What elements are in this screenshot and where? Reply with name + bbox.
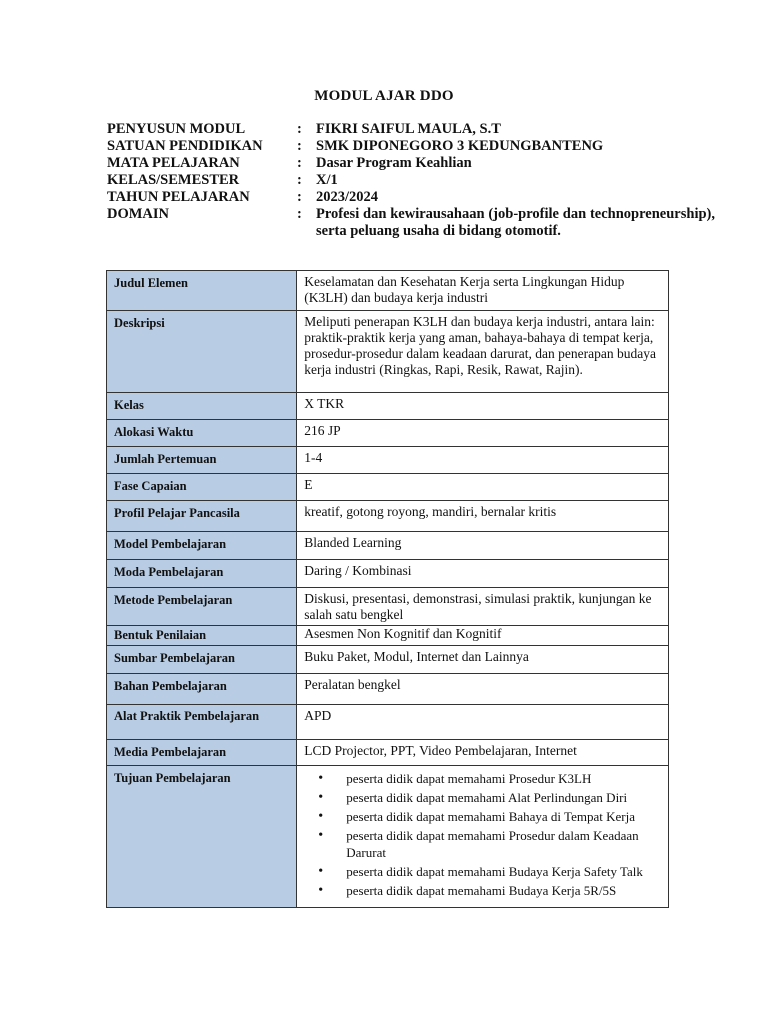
list-item: • peserta didik dapat memahami Alat Perlindungan Diri [332, 789, 662, 806]
table-row [107, 447, 669, 474]
row-label: Model Pembelajaran [107, 532, 297, 560]
table-row-goals [107, 766, 669, 908]
meta-value: SMK DIPONEGORO 3 KEDUNGBANTENG [316, 138, 604, 154]
row-value: kreatif, gotong royong, mandiri, bernalar kritis [297, 501, 669, 532]
row-label: Fase Capaian [107, 474, 297, 501]
meta-label: TAHUN PELAJARAN [107, 189, 250, 205]
row-label: Jumlah Pertemuan [107, 447, 297, 474]
meta-value: Profesi dan kewirausahaan (job-profile dan technopreneurship), serta peluang usaha di bidang otomotif. [316, 206, 715, 239]
meta-block [107, 121, 715, 240]
row-label: Bentuk Penilaian [107, 626, 297, 646]
list-item: • peserta didik dapat memahami Budaya Kerja 5R/5S [332, 882, 662, 899]
goals-list [304, 770, 662, 899]
row-value: X TKR [297, 393, 669, 420]
meta-row-domain [107, 206, 715, 240]
row-label: Judul Elemen [107, 271, 297, 311]
row-label: Metode Pembelajaran [107, 588, 297, 626]
meta-row-mapel [107, 155, 715, 172]
goals-label: Tujuan Pembelajaran [107, 766, 297, 908]
row-value: Peralatan bengkel [297, 674, 669, 705]
meta-colon: : [297, 138, 302, 154]
row-value: 1-4 [297, 447, 669, 474]
row-label: Profil Pelajar Pancasila [107, 501, 297, 532]
meta-colon: : [297, 121, 302, 137]
meta-value: Dasar Program Keahlian [316, 155, 472, 171]
meta-colon: : [297, 189, 302, 205]
row-value: Daring / Kombinasi [297, 560, 669, 588]
meta-label: SATUAN PENDIDIKAN [107, 138, 263, 154]
row-label: Deskripsi [107, 311, 297, 393]
table-row [107, 705, 669, 740]
meta-value: 2023/2024 [316, 189, 379, 205]
table-row [107, 626, 669, 646]
table-row [107, 646, 669, 674]
table-row [107, 474, 669, 501]
row-value: Keselamatan dan Kesehatan Kerja serta Lingkungan Hidup (K3LH) dan budaya kerja industri [297, 271, 669, 311]
list-item: • peserta didik dapat memahami Budaya Kerja Safety Talk [332, 863, 662, 880]
meta-row-satuan [107, 138, 715, 155]
row-value: Buku Paket, Modul, Internet dan Lainnya [297, 646, 669, 674]
list-item: • peserta didik dapat memahami Prosedur K3LH [332, 770, 662, 787]
meta-value: X/1 [316, 172, 338, 188]
meta-colon: : [297, 172, 302, 188]
table-row [107, 271, 669, 311]
meta-row-penyusun [107, 121, 715, 138]
table-row [107, 501, 669, 532]
meta-label: KELAS/SEMESTER [107, 172, 240, 188]
page-title: MODUL AJAR DDO [314, 88, 454, 104]
row-label: Alat Praktik Pembelajaran [107, 705, 297, 740]
row-value: Diskusi, presentasi, demonstrasi, simulasi praktik, kunjungan ke salah satu bengkel [297, 588, 669, 626]
row-label: Alokasi Waktu [107, 420, 297, 447]
row-label: Sumbar Pembelajaran [107, 646, 297, 674]
table-row [107, 532, 669, 560]
table-row [107, 560, 669, 588]
row-label: Media Pembelajaran [107, 740, 297, 766]
row-value: Blanded Learning [297, 532, 669, 560]
meta-row-tahun [107, 189, 715, 206]
goals-value [297, 766, 669, 908]
row-value: 216 JP [297, 420, 669, 447]
row-value: Meliputi penerapan K3LH dan budaya kerja industri, antara lain: praktik-praktik kerja yang aman, bahaya-bahaya di tempat kerja, prosedur-prosedur dalam keadaan darurat, dan penerapan budaya kerja industri (Ringkas, Rapi, Resik, Rawat, Rajin). [297, 311, 669, 393]
row-label: Kelas [107, 393, 297, 420]
meta-label: DOMAIN [107, 206, 170, 222]
module-info-table [106, 270, 669, 908]
list-item: • peserta didik dapat memahami Bahaya di Tempat Kerja [332, 808, 662, 825]
table-row [107, 674, 669, 705]
meta-colon: : [297, 206, 302, 222]
table-row [107, 740, 669, 766]
row-value: APD [297, 705, 669, 740]
meta-label: MATA PELAJARAN [107, 155, 240, 171]
table-row [107, 420, 669, 447]
meta-row-kelas [107, 172, 715, 189]
table-row [107, 311, 669, 393]
meta-value: FIKRI SAIFUL MAULA, S.T [316, 121, 501, 137]
row-value: LCD Projector, PPT, Video Pembelajaran, Internet [297, 740, 669, 766]
row-label: Moda Pembelajaran [107, 560, 297, 588]
meta-colon: : [297, 155, 302, 171]
table-row [107, 588, 669, 626]
list-item: • peserta didik dapat memahami Prosedur dalam Keadaan Darurat [332, 827, 662, 861]
meta-label: PENYUSUN MODUL [107, 121, 246, 137]
row-value: E [297, 474, 669, 501]
row-label: Bahan Pembelajaran [107, 674, 297, 705]
table-row [107, 393, 669, 420]
row-value: Asesmen Non Kognitif dan Kognitif [297, 626, 669, 646]
